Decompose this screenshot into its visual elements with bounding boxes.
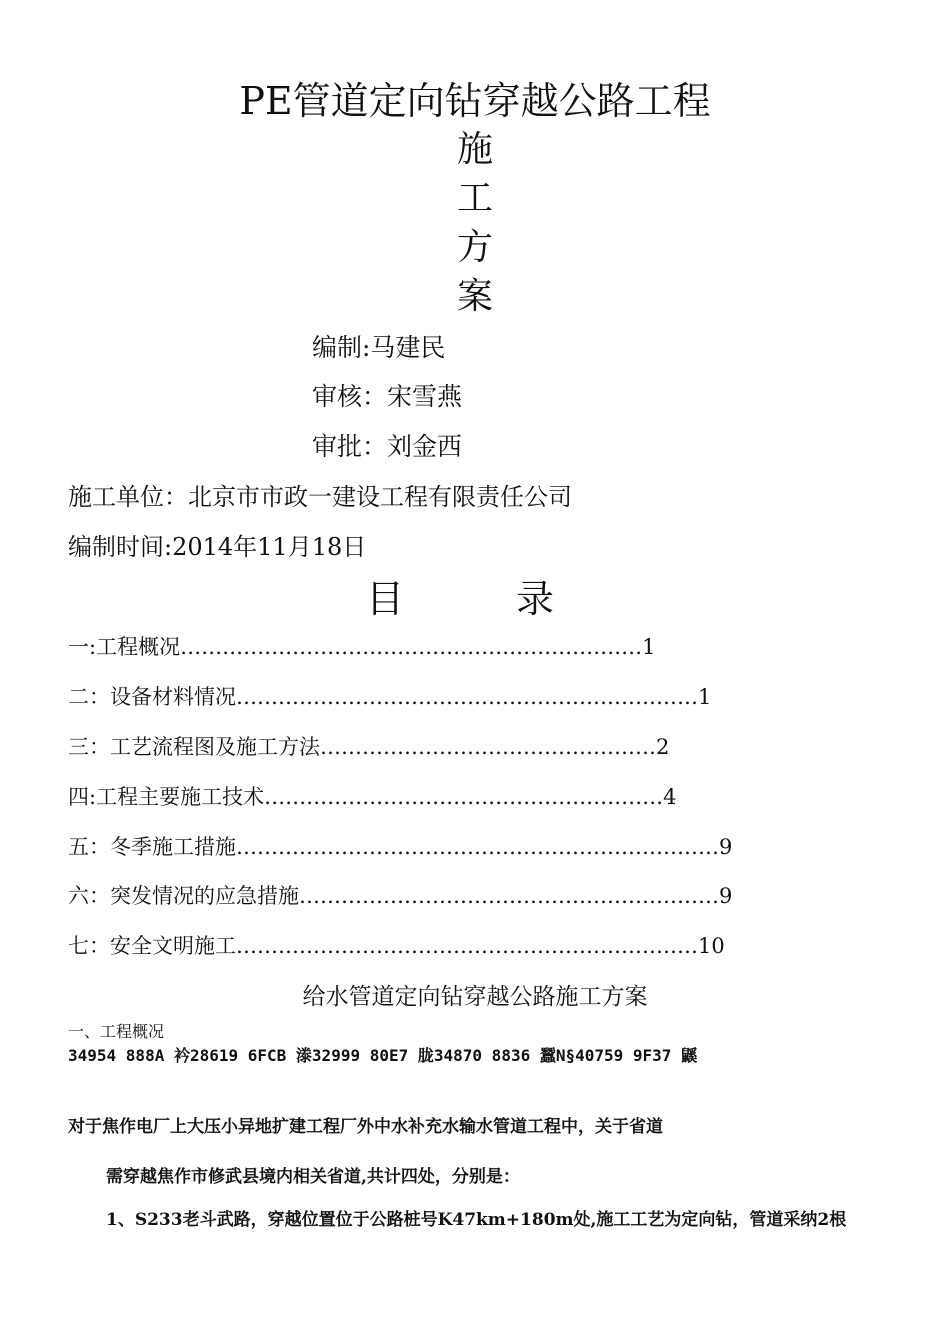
toc-item-label: 七：安全文明施工 <box>68 934 236 958</box>
toc-item-label: 五：冬季施工措施 <box>68 835 236 859</box>
compile-date: 编制时间:2014年11月18日 <box>68 533 367 561</box>
toc-item[interactable] <box>68 633 655 661</box>
reviewed-by: 审核：宋雪燕 <box>312 382 463 411</box>
toc-leader-dots: ………………………………………… <box>320 735 656 759</box>
cover-title: PE管道定向钻穿越公路工程 <box>239 79 711 123</box>
toc-item-page: 9 <box>719 835 733 859</box>
toc-item-label: 六：突发情况的应急措施 <box>68 884 299 908</box>
toc-item-label: 二：设备材料情况 <box>68 685 236 709</box>
cover-vertical-char: 施 <box>456 129 493 170</box>
toc-leader-dots: …………………………………………………………… <box>236 835 719 859</box>
toc-heading: 目 录 <box>365 577 585 621</box>
cover-vertical-char: 工 <box>456 178 493 219</box>
toc-item[interactable] <box>68 733 669 761</box>
document-title: 给水管道定向钻穿越公路施工方案 <box>302 984 648 1010</box>
encoded-text-line: 34954 888A 衿28619 6FCB 漛32999 80E7 胧34870 8836 蠶N§40759 9F37 鼷 <box>68 1046 698 1065</box>
toc-item-page: 9 <box>719 884 733 908</box>
toc-item-page: 2 <box>656 735 670 759</box>
cover-vertical-char: 案 <box>456 276 493 317</box>
toc-leader-dots: …………………………………………………… <box>299 884 719 908</box>
toc-item-page: 1 <box>642 635 656 659</box>
toc-item-page: 4 <box>663 785 677 809</box>
toc-leader-dots: ………………………………………………… <box>264 785 664 809</box>
toc-item-label: 四:工程主要施工技术 <box>68 785 265 809</box>
toc-leader-dots: ………………………………………………………… <box>236 934 698 958</box>
toc-leader-dots: ………………………………………………………… <box>236 685 698 709</box>
toc-item-label: 一:工程概况 <box>68 635 181 659</box>
construction-unit: 施工单位：北京市市政一建设工程有限责任公司 <box>68 483 572 511</box>
toc-item[interactable] <box>68 833 732 861</box>
body-paragraph: 需穿越焦作市修武县境内相关省道,共计四处，分别是： <box>106 1167 520 1187</box>
toc-item-page: 10 <box>698 934 725 958</box>
approved-by: 审批：刘金西 <box>312 432 463 461</box>
section-heading: 一、工程概况 <box>68 1022 165 1041</box>
toc-item[interactable] <box>68 882 732 910</box>
cover-vertical-char: 方 <box>456 227 493 268</box>
toc-item-page: 1 <box>698 685 712 709</box>
toc-item[interactable] <box>68 932 725 960</box>
body-paragraph: 对于焦作电厂上大压小异地扩建工程厂外中水补充水输水管道工程中，关于省道 <box>68 1117 663 1137</box>
compiled-by: 编制:马建民 <box>312 333 446 362</box>
toc-item-label: 三：工艺流程图及施工方法 <box>68 735 320 759</box>
toc-item[interactable] <box>68 783 676 811</box>
body-paragraph: 1、S233老斗武路，穿越位置位于公路桩号K47km+180m处,施工工艺为定向钻，管道采纳2根 <box>106 1210 847 1230</box>
toc-leader-dots: ………………………………………………………… <box>180 635 643 659</box>
toc-item[interactable] <box>68 683 711 711</box>
